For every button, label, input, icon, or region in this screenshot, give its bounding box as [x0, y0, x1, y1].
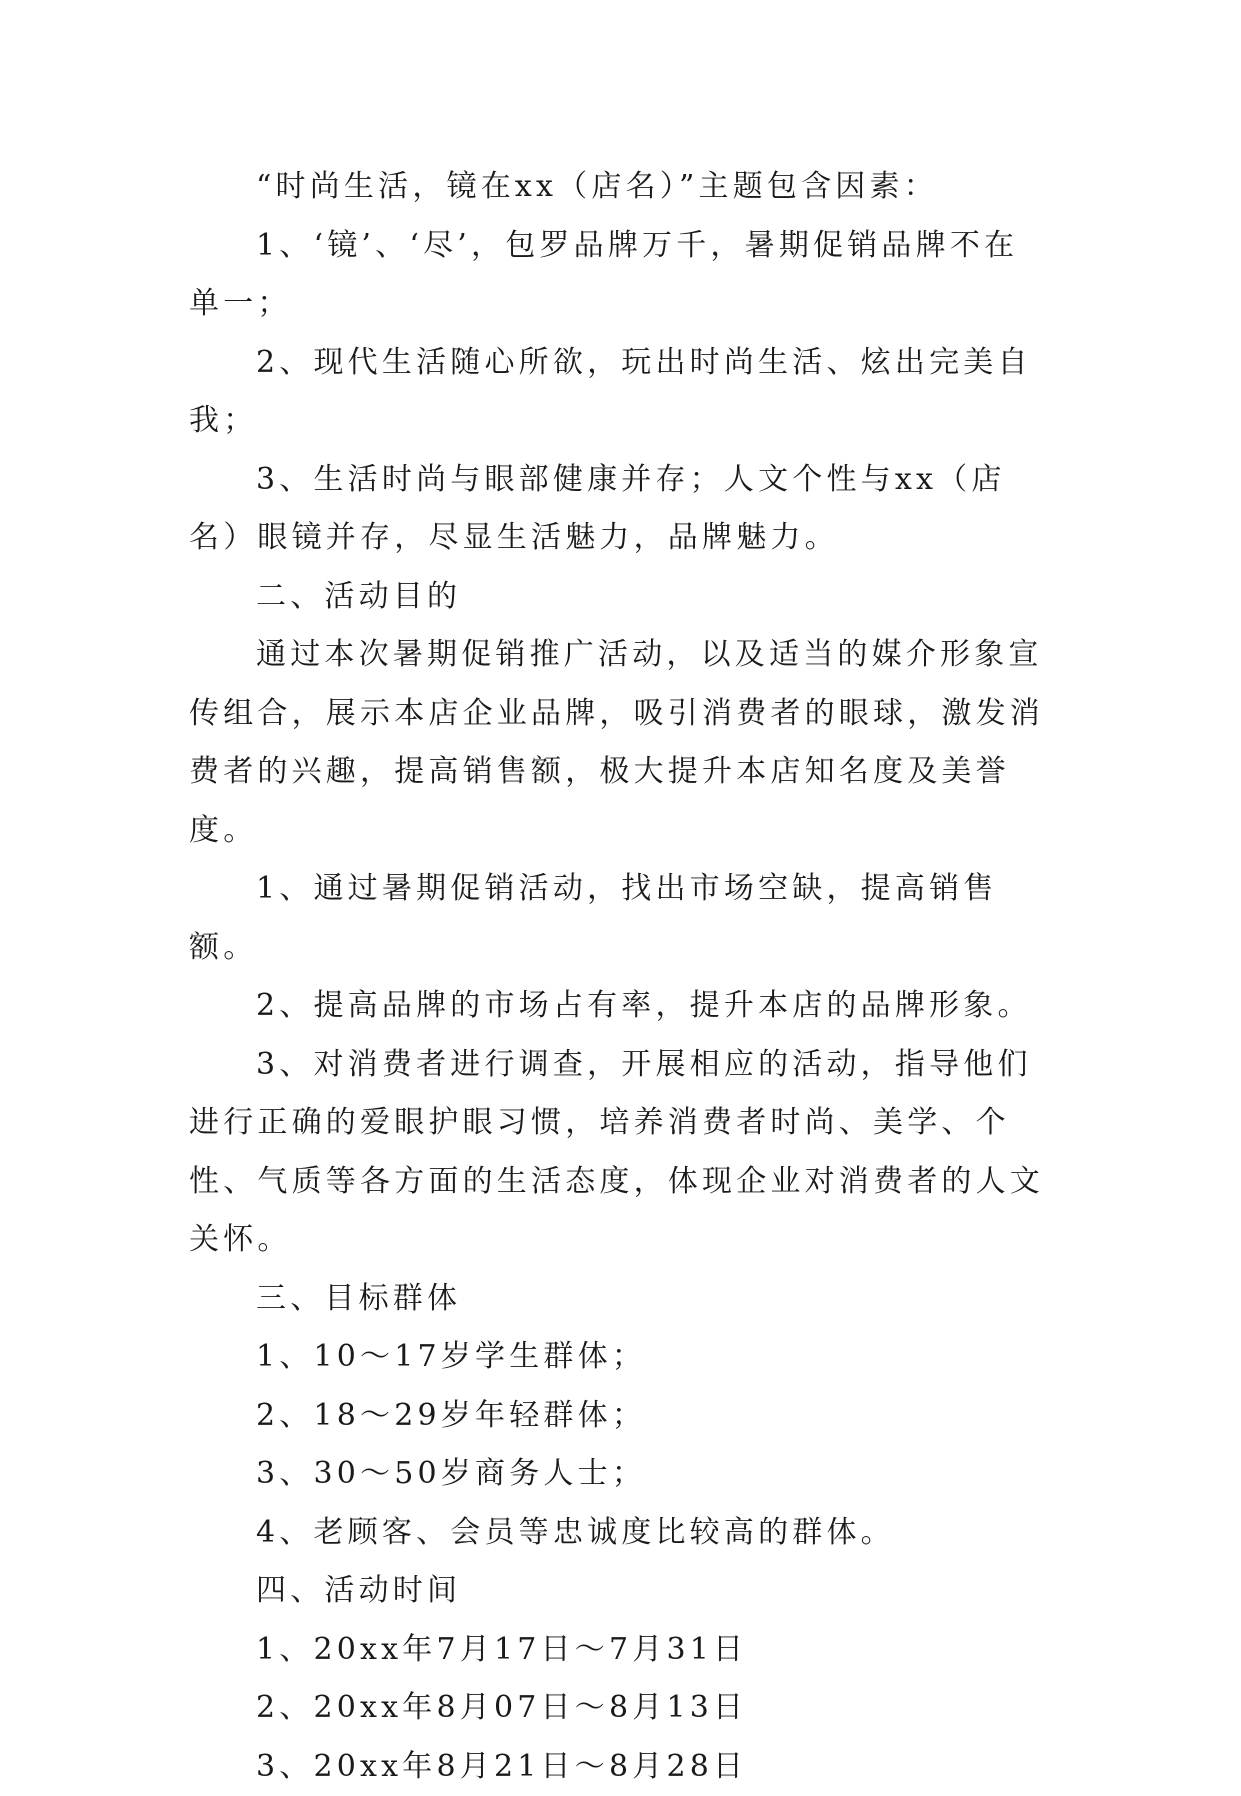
time-item-3: 3、20xx年8月21日～8月28日 [189, 1738, 1049, 1796]
target-item-2: 2、18～29岁年轻群体； [189, 1387, 1049, 1446]
purpose-item-3: 3、对消费者进行调查，开展相应的活动，指导他们进行正确的爱眼护眼习惯，培养消费者时尚、美学、个性、气质等各方面的生活态度，体现企业对消费者的人文关怀。 [189, 1036, 1049, 1270]
target-item-4: 4、老顾客、会员等忠诚度比较高的群体。 [189, 1504, 1049, 1563]
purpose-item-2: 2、提高品牌的市场占有率，提升本店的品牌形象。 [189, 977, 1049, 1036]
theme-item-1: 1、‘镜’、‘尽’，包罗品牌万千，暑期促销品牌不在单一； [189, 217, 1049, 334]
theme-item-3: 3、生活时尚与眼部健康并存；人文个性与xx（店名）眼镜并存，尽显生活魅力，品牌魅力。 [189, 451, 1049, 568]
purpose-paragraph: 通过本次暑期促销推广活动，以及适当的媒介形象宣传组合，展示本店企业品牌，吸引消费者的眼球，激发消费者的兴趣，提高销售额，极大提升本店知名度及美誉度。 [189, 626, 1049, 860]
section-heading-purpose: 二、活动目的 [189, 568, 1049, 627]
time-item-1: 1、20xx年7月17日～7月31日 [189, 1621, 1049, 1680]
section-heading-target: 三、目标群体 [189, 1270, 1049, 1329]
target-item-3: 3、30～50岁商务人士； [189, 1445, 1049, 1504]
theme-item-2: 2、现代生活随心所欲，玩出时尚生活、炫出完美自我； [189, 334, 1049, 451]
target-item-1: 1、10～17岁学生群体； [189, 1328, 1049, 1387]
section-heading-time: 四、活动时间 [189, 1562, 1049, 1621]
time-item-2: 2、20xx年8月07日～8月13日 [189, 1679, 1049, 1738]
theme-intro: “时尚生活，镜在xx（店名）”主题包含因素： [189, 158, 1049, 217]
purpose-item-1: 1、通过暑期促销活动，找出市场空缺，提高销售额。 [189, 860, 1049, 977]
document-body [189, 158, 1049, 1796]
